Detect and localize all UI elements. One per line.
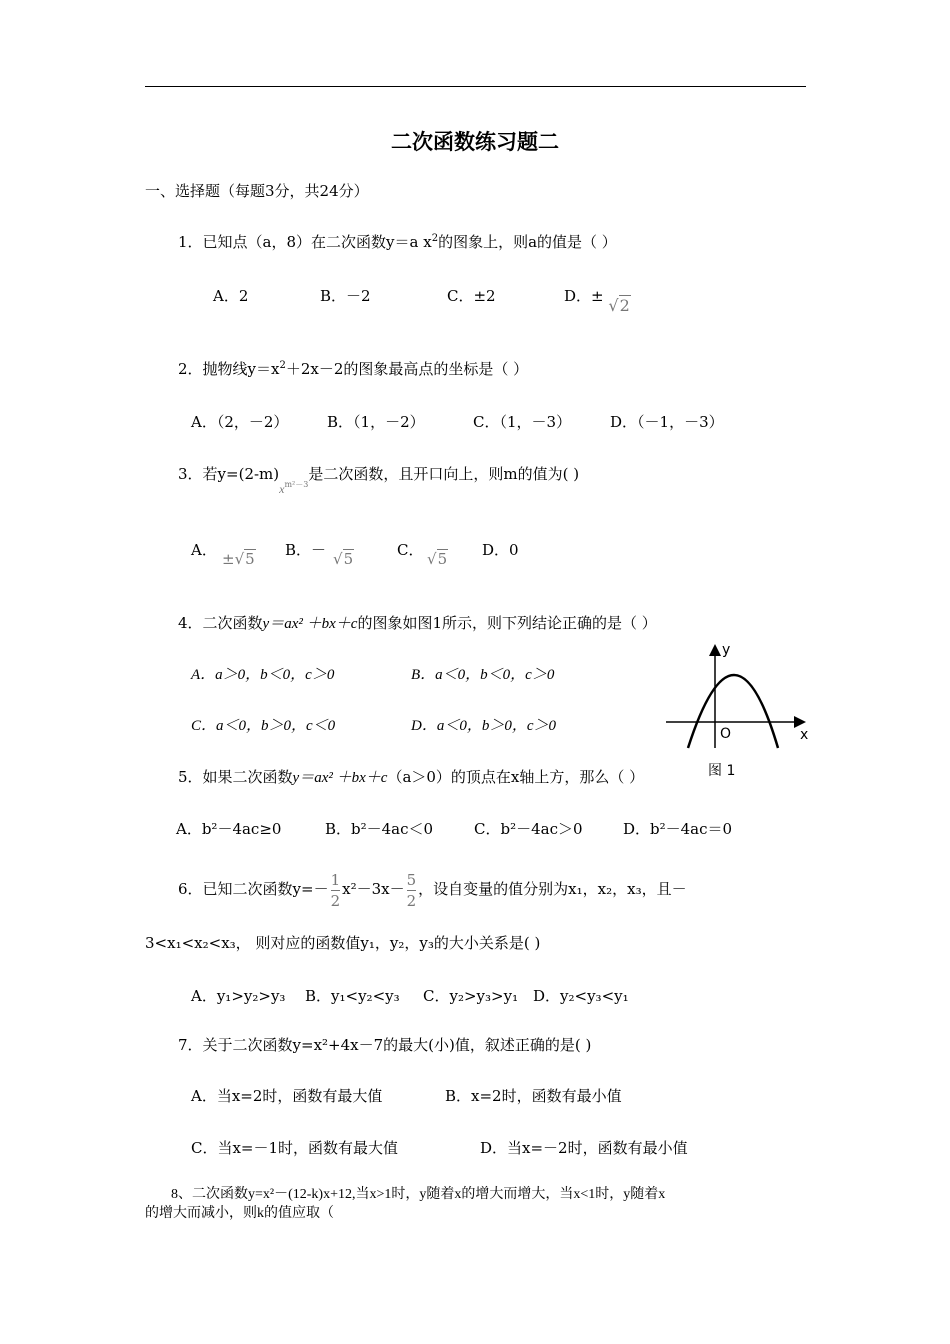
q5-text-a: 5．如果二次函数 [178, 768, 293, 786]
q6-option-b: B．y₁<y₂<y₃ [305, 987, 400, 1005]
question-4-stem [178, 612, 657, 633]
q4-option-d: D．a＜0，b＞0，c＞0 [411, 718, 556, 734]
origin-label: O [720, 726, 732, 742]
question-8-line-2: 的增大而减小，则k的值应取（ [145, 1206, 334, 1221]
q1-option-b: B．－2 [320, 287, 371, 305]
q4-text-b: 的图象如图1所示，则下列结论正确的是（ ） [357, 614, 657, 632]
question-1-stem [178, 231, 617, 252]
q4-text-a: 4．二次函数 [178, 614, 263, 632]
q3-pm: ± [222, 550, 235, 568]
q7-option-d: D．当x=－2时，函数有最小值 [480, 1139, 688, 1157]
q5-option-d: D．b²－4ac＝0 [623, 820, 733, 838]
q1-option-d-label: D．± [564, 287, 604, 305]
q6-option-a: A．y₁>y₂>y₃ [191, 987, 286, 1005]
question-3-stem [178, 463, 580, 496]
q2-option-b: B．（1，－2） [327, 413, 425, 431]
q2-text-a: 2．抛物线y＝x [178, 360, 280, 378]
q6-fraction-1-denominator: 2 [330, 891, 341, 910]
q3-option-b-value: √5 [333, 550, 354, 568]
q1-option-a: A．2 [213, 287, 249, 305]
q4-option-c: C．a＜0，b＞0，c＜0 [191, 718, 336, 734]
section-heading: 一、选择题（每题3分，共24分） [145, 182, 369, 200]
question-5-stem [178, 766, 644, 787]
q5-option-c: C．b²－4ac＞0 [474, 820, 583, 838]
q6-text-mid: x²－3x－ [342, 880, 405, 898]
q3-option-c: C． [397, 541, 424, 559]
q1-option-c: C．±2 [447, 287, 496, 305]
q2-option-d: D．（－1，－3） [610, 413, 724, 431]
q4-option-b: B．a＜0，b＜0，c＞0 [411, 667, 555, 683]
q5-expression: y＝ax² ＋bx＋c [292, 770, 388, 786]
q6-line-2: 3<x₁<x₂<x₃， 则对应的函数值y₁，y₂，y₃的大小关系是( ) [145, 934, 541, 952]
q4-expression: y＝ax² ＋bx＋c [262, 616, 358, 632]
q3-text-a: 3．若y=(2-m) [178, 465, 280, 483]
q7-option-c: C．当x=－1时，函数有最大值 [191, 1139, 399, 1157]
q3-x: x [279, 482, 285, 496]
q6-option-c: C．y₂>y₃>y₁ [423, 987, 519, 1005]
q2-option-c: C．（1，－3） [473, 413, 572, 431]
q1-text-b: 的图象上，则a的值是（ ） [438, 233, 617, 251]
q7-option-a: A．当x=2时，函数有最大值 [191, 1087, 383, 1105]
q3-option-b: B．－ [285, 541, 327, 559]
q2-sup: 2 [279, 360, 286, 371]
q3-option-a: A． [191, 541, 217, 559]
question-8-line-1: 8、二次函数y=x²－(12-k)x+12,当x>1时，y随着x的增大而增大，当x<1时，y随着x [171, 1187, 666, 1202]
figure-1-parabola-graph [660, 640, 820, 750]
page-title: 二次函数练习题二 [391, 130, 559, 154]
question-2-stem [178, 358, 528, 379]
q6-fraction-2 [407, 870, 417, 911]
q6-fraction-1-numerator: 1 [330, 870, 341, 889]
question-7-stem: 7．关于二次函数y=x²+4x－7的最大(小)值，叙述正确的是( ) [178, 1036, 592, 1054]
q3-text-b: 是二次函数，且开口向上，则m的值为( ) [308, 465, 580, 483]
header-rule [145, 86, 806, 87]
figure-caption: 图 1 [708, 763, 736, 779]
q5-option-b: B．b²－4ac＜0 [325, 820, 434, 838]
q6-option-d: D．y₂<y₃<y₁ [533, 987, 629, 1005]
q6-fraction-2-numerator: 5 [406, 870, 417, 889]
q5-text-b: （a＞0）的顶点在x轴上方，那么（ ） [387, 768, 645, 786]
q3-c-radicand: 5 [437, 550, 448, 568]
q1-sqrt: √2 [608, 296, 630, 315]
q3-option-a-value: ±√5 [222, 550, 255, 568]
q3-option-c-value: √5 [427, 550, 448, 568]
q2-option-a: A．（2，－2） [191, 413, 289, 431]
q4-option-a: A．a＞0，b＜0，c＞0 [191, 667, 335, 683]
q1-option-d [564, 285, 631, 315]
q3-exponent: m²－3 [284, 480, 309, 489]
q6-text-a: 6．已知二次函数y=－ [178, 880, 329, 898]
q6-text-b: ，设自变量的值分别为x₁，x₂，x₃，且－ [418, 880, 687, 898]
parabola-curve [688, 675, 778, 748]
q3-a-radicand: 5 [245, 550, 255, 568]
q1-sup: 2 [431, 233, 439, 244]
q6-fraction-1 [331, 870, 341, 911]
q6-fraction-2-denominator: 2 [406, 891, 417, 910]
x-axis-label: x [800, 727, 809, 743]
q7-option-b: B．x=2时，函数有最小值 [445, 1087, 622, 1105]
q3-option-d: D．0 [482, 541, 519, 559]
question-6-stem [178, 868, 687, 911]
q1-radicand: 2 [619, 296, 630, 315]
y-axis-label: y [722, 642, 731, 658]
q3-b-radicand: 5 [343, 550, 354, 568]
q2-text-b: ＋2x－2的图象最高点的坐标是（ ） [285, 360, 529, 378]
q5-option-a: A．b²－4ac≥0 [176, 820, 282, 838]
q1-text-a: 1．已知点（a，8）在二次函数y＝a x [178, 233, 432, 251]
